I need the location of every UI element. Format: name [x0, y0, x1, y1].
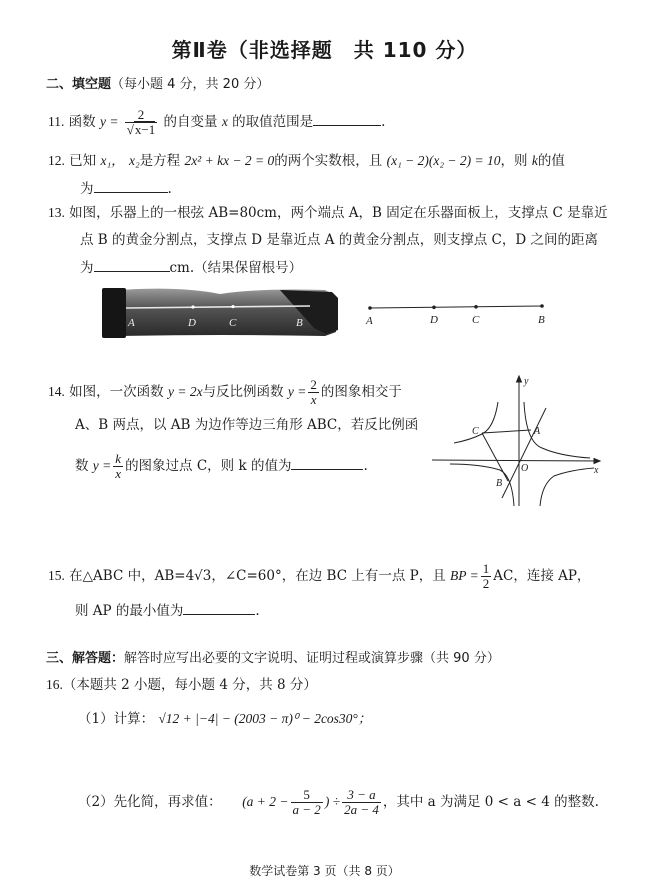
q14-fraction-1	[308, 378, 319, 407]
question-13	[48, 204, 608, 222]
segment-label-c: C	[472, 314, 480, 326]
q16-part-2-expr-a: (a + 2 −	[242, 794, 289, 809]
q14-text: 如图，一次函数	[69, 384, 164, 400]
q14-text-4: 数	[75, 458, 89, 474]
q13-text: 为	[80, 260, 94, 276]
q12-x2: x₂	[128, 153, 140, 168]
segment-label-b: B	[538, 314, 545, 326]
q11-text-2: 的自变量	[163, 114, 218, 130]
q11-text-3: 的取值范围是	[232, 114, 314, 130]
q12-text-6: 为	[80, 181, 94, 197]
page-title: 第Ⅱ卷（非选择题 共 110 分）	[171, 38, 478, 62]
q12-text-5: 的值	[537, 153, 565, 169]
q12-k: k	[531, 153, 538, 168]
q14-text-5: 的图象过点 C，则 k 的值为	[125, 458, 292, 474]
hyperbola-graph	[430, 372, 610, 506]
period: .	[255, 603, 260, 619]
graph-label-x: x	[594, 465, 599, 476]
q11-formula-lhs: y =	[99, 114, 119, 129]
q13-line-1: 如图，乐器上的一根弦 AB=80cm，两个端点 A，B 固定在乐器面板上，支撑点 C 是靠近	[69, 205, 608, 221]
period: .	[381, 114, 386, 130]
photo-label-b: B	[296, 317, 303, 329]
q11-var: x	[221, 114, 228, 129]
q16-fraction-1	[291, 788, 323, 817]
q14-text-2: 与反比例函数	[202, 384, 284, 400]
q15-text: 在△ABC 中，AB=4√3，∠C=60°，在边 BC 上有一点 P，且	[69, 568, 446, 584]
q14-fraction-2	[113, 452, 123, 481]
question-16-part-2	[78, 788, 599, 817]
section-2-title: 二、填空题	[46, 77, 112, 92]
fraction-denominator: 2	[482, 576, 490, 591]
question-number: 16.	[46, 677, 63, 692]
question-number: 12.	[48, 153, 65, 168]
question-12-line-2	[80, 178, 172, 198]
question-14	[48, 378, 402, 407]
question-number: 14.	[48, 384, 65, 399]
question-15-line-2	[75, 600, 260, 620]
graph-label-a: A	[534, 426, 541, 437]
fraction-denominator: a − 2	[292, 802, 321, 817]
photo-label-d: D	[188, 317, 196, 329]
question-16-part-1	[78, 710, 371, 728]
fraction-numerator: 1	[482, 561, 490, 576]
q14-linear-function: y = 2x	[167, 384, 203, 399]
q11-text: 函数	[68, 114, 96, 130]
q12-text-2: 是方程	[139, 153, 181, 169]
q14-text-3: 的图象相交于	[320, 384, 402, 400]
q12-text: 已知	[69, 153, 97, 169]
q12-x1: x₁，	[100, 153, 125, 168]
q12-equation: 2x² + kx − 2 = 0	[184, 153, 275, 168]
question-12	[48, 152, 565, 170]
question-number: 11.	[48, 114, 65, 129]
q12-text-4: ，则	[500, 153, 528, 169]
q16-part-2-text: ，其中 a 为满足 0 < a < 4 的整数.	[382, 794, 599, 810]
q16-note: （本题共 2 小题，每小题 4 分，共 8 分）	[62, 677, 317, 693]
q12-condition: (x₁ − 2)(x₂ − 2) = 10	[386, 153, 501, 168]
q14-inverse-lhs: y =	[287, 384, 307, 399]
graph-label-c: C	[472, 426, 479, 437]
q15-fraction	[481, 562, 492, 591]
q11-fraction	[125, 108, 157, 137]
question-11	[48, 108, 385, 137]
answer-blank-13[interactable]	[94, 257, 170, 272]
photo-label-a: A	[128, 317, 135, 329]
graph-label-b: B	[496, 478, 503, 489]
q16-fraction-2	[342, 788, 381, 817]
section-2-note: （每小题 4 分，共 20 分）	[111, 77, 270, 92]
fraction-numerator: k	[115, 451, 122, 466]
period: .	[363, 458, 368, 474]
answer-blank-12[interactable]	[94, 178, 168, 193]
graph-label-y: y	[524, 376, 529, 387]
fraction-numerator: 2	[125, 108, 157, 123]
photo-label-c: C	[229, 317, 237, 329]
period: .	[167, 181, 172, 197]
answer-blank-14[interactable]	[291, 455, 363, 470]
question-15	[48, 562, 590, 591]
question-number: 13.	[48, 205, 65, 220]
question-number: 15.	[48, 568, 65, 583]
section-3-title: 三、解答题：	[46, 651, 125, 666]
question-14-line-2: A、B 两点，以 AB 为边作等边三角形 ABC，若反比例函	[75, 417, 419, 433]
fraction-denominator: x	[310, 392, 317, 407]
fraction-numerator: 2	[310, 377, 317, 392]
q14-k-lhs: y =	[92, 458, 112, 473]
section-3-note: 解答时应写出必要的文字说明、证明过程或演算步骤（共 90 分）	[124, 651, 500, 666]
q16-part-2-expr-b: ) ÷	[324, 794, 341, 809]
answer-blank-15[interactable]	[183, 600, 255, 615]
q16-part-1-label: （1）计算：	[78, 711, 155, 727]
q15-bp: BP =	[450, 568, 479, 583]
section-2-heading	[46, 76, 269, 94]
question-13-line-2: 点 B 的黄金分割点，支撑点 D 是靠近点 A 的黄金分割点，则支撑点 C，D 之间的距离	[80, 232, 598, 248]
graph-label-o: O	[521, 463, 529, 474]
fraction-numerator: 5	[291, 788, 323, 803]
fraction-denominator: √x−1	[126, 122, 156, 137]
hyperbola-graph-svg	[430, 372, 610, 506]
page-footer: 数学试卷第 3 页（共 8 页）	[249, 864, 400, 878]
sqrt-content: x−1	[134, 122, 156, 137]
instrument-photo-svg	[100, 284, 344, 340]
segment-diagram	[360, 296, 560, 332]
instrument-photo	[100, 284, 344, 340]
fraction-numerator: 3 − a	[342, 788, 381, 803]
segment-label-d: D	[430, 314, 438, 326]
section-3-heading	[46, 650, 500, 668]
segment-label-a: A	[366, 315, 373, 327]
question-14-line-3	[75, 452, 368, 481]
q16-part-2-label: （2）先化简，再求值：	[78, 794, 222, 810]
q16-part-1-expression: √12 + |−4| − (2003 − π)⁰ − 2cos30°；	[158, 711, 372, 726]
q12-text-3: 的两个实数根，且	[274, 153, 383, 169]
q15-text-2: AC，连接 AP，	[493, 568, 591, 584]
fraction-denominator: 2a − 4	[344, 802, 379, 817]
question-16	[46, 676, 317, 694]
fraction-denominator: x	[115, 466, 122, 481]
segment-diagram-svg	[360, 296, 560, 332]
q13-text-2: cm.（结果保留根号）	[169, 260, 303, 276]
q15-text-3: 则 AP 的最小值为	[75, 603, 184, 619]
answer-blank-11[interactable]	[313, 111, 381, 126]
question-13-line-3	[80, 257, 302, 277]
